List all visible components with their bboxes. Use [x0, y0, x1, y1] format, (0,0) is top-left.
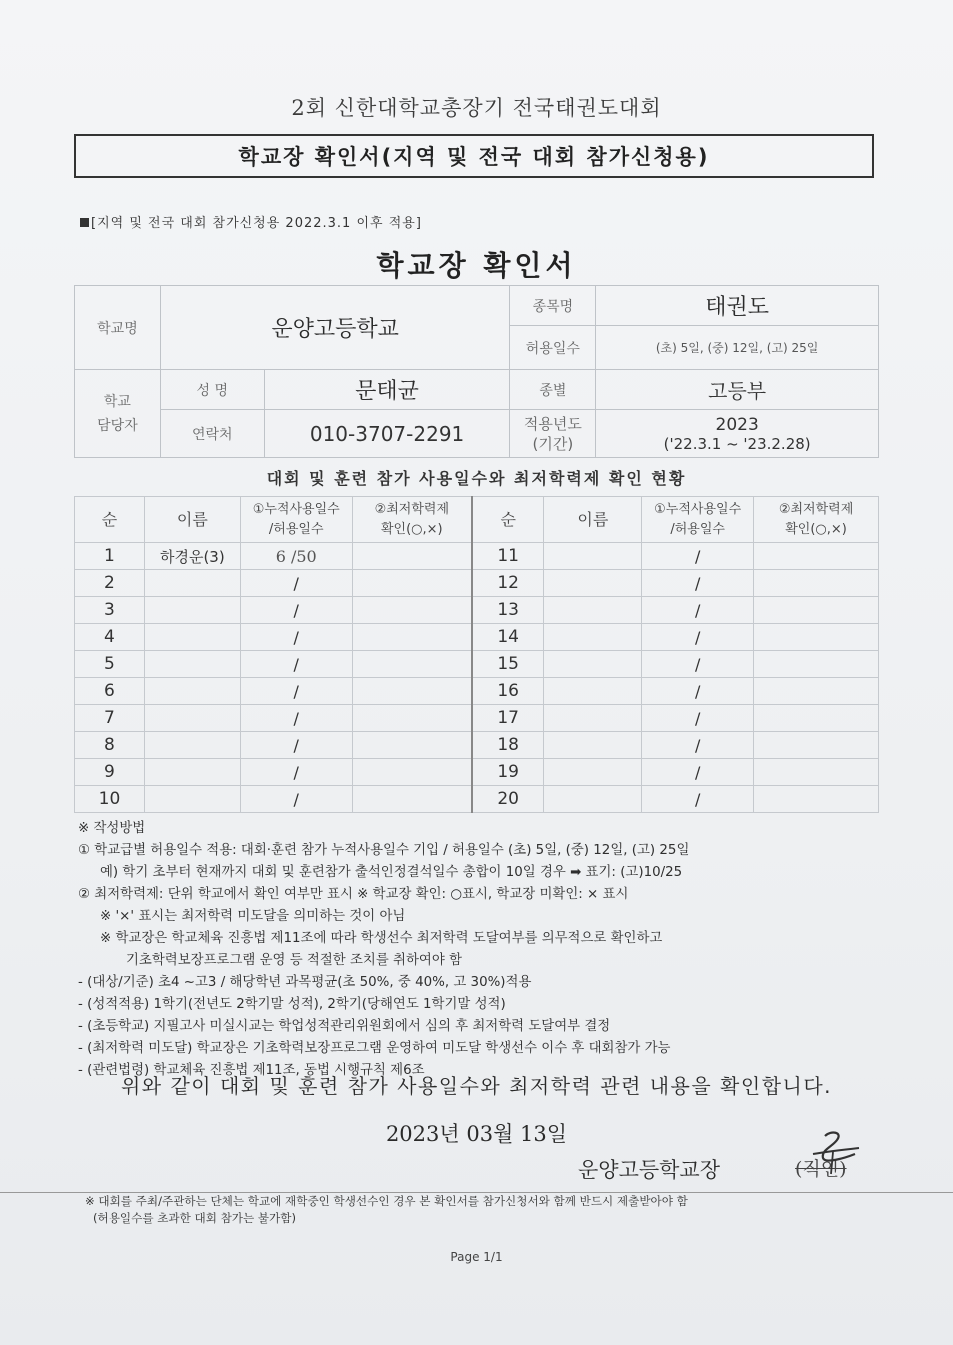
- used-days: /: [240, 570, 352, 597]
- grade-check: [352, 759, 472, 786]
- signature-icon: [785, 1124, 875, 1184]
- row-number: 17: [472, 705, 544, 732]
- athlete-name: [144, 651, 240, 678]
- athlete-name: [144, 759, 240, 786]
- grade-check: [754, 732, 879, 759]
- athlete-name: [144, 786, 240, 813]
- grade-check: [352, 624, 472, 651]
- grade-check: [352, 786, 472, 813]
- confirm-statement: 위와 같이 대회 및 훈련 참가 사용일수와 최저학력 관련 내용을 확인합니다.: [120, 1074, 833, 1098]
- document-title: 학교장 확인서(지역 및 전국 대회 참가신청용): [74, 134, 874, 178]
- used-days: /: [240, 624, 352, 651]
- grade-check: [754, 624, 879, 651]
- used-days: /: [642, 570, 754, 597]
- athlete-name: [144, 732, 240, 759]
- method-line: - (초등학교) 지필고사 미실시교는 학업성적관리위원회에서 심의 후 최저학력 도달여부 결정: [78, 1019, 611, 1034]
- row-number: 11: [472, 543, 544, 570]
- school-info-table: [74, 285, 879, 458]
- used-days: /: [642, 651, 754, 678]
- athlete-name: [144, 678, 240, 705]
- school-name: 운양고등학교: [160, 286, 510, 370]
- days-table: [74, 496, 879, 813]
- row-number: 7: [75, 705, 145, 732]
- apply-note-text: [지역 및 전국 대회 참가신청용 2022.3.1 이후 적용]: [91, 216, 422, 231]
- year-value: 2023: [715, 414, 759, 435]
- method-line: ※ '×' 표시는 최저학력 미도달을 의미하는 것이 아님: [100, 909, 406, 924]
- row-number: 10: [75, 786, 145, 813]
- athlete-name: 하경운(3): [144, 543, 240, 570]
- grade-check: [352, 543, 472, 570]
- days-table-body: [75, 543, 879, 813]
- athlete-name: [544, 624, 642, 651]
- col-name-left: 이름: [144, 497, 240, 543]
- used-days: /: [642, 678, 754, 705]
- athlete-name: [544, 543, 642, 570]
- grade-check: [352, 597, 472, 624]
- method-line: 예) 학기 초부터 현재까지 대회 및 훈련참가 출석인정결석일수 총합이 10일 경우 ➡ 표기: (고)10/25: [100, 865, 683, 880]
- used-days: /: [642, 786, 754, 813]
- athlete-name: [544, 678, 642, 705]
- used-days: 6 /50: [240, 543, 352, 570]
- phone-value: 010-3707-2291: [264, 410, 510, 458]
- grade-check: [754, 543, 879, 570]
- table-row: [75, 732, 879, 759]
- grade-check: [754, 651, 879, 678]
- used-days: /: [642, 732, 754, 759]
- used-days: /: [642, 597, 754, 624]
- col-check-left: ②최저학력제 확인(○,×): [352, 497, 472, 543]
- method-line: - (대상/기준) 초4 ~고3 / 해당학년 과목평균(초 50%, 중 40%, 고 30%)적용: [78, 975, 532, 990]
- table-row: [75, 651, 879, 678]
- used-days: /: [240, 597, 352, 624]
- division-value: 고등부: [596, 370, 879, 410]
- grade-check: [352, 570, 472, 597]
- row-number: 3: [75, 597, 145, 624]
- phone-label: 연락처: [160, 410, 264, 458]
- used-days: /: [240, 705, 352, 732]
- athlete-name: [144, 597, 240, 624]
- allowed-days-label: 허용일수: [510, 326, 596, 370]
- main-title: 학교장 확인서: [376, 249, 577, 282]
- used-days: /: [240, 732, 352, 759]
- footnote-line: ※ 대회를 주최/주관하는 단체는 학교에 재학중인 학생선수인 경우 본 확인서를 참가신청서와 함께 반드시 제출받아야 함: [85, 1194, 688, 1208]
- method-line: ① 학교급별 허용일수 적용: 대회·훈련 참가 누적사용일수 기입 / 허용일수 (초) 5일, (중) 12일, (고) 25일: [78, 843, 690, 858]
- method-line: 기초학력보장프로그램 운영 등 적절한 조치를 취하여야 함: [126, 953, 462, 968]
- issue-date: 2023년 03월 13일: [385, 1122, 568, 1146]
- athlete-name: [544, 651, 642, 678]
- grade-check: [352, 651, 472, 678]
- grade-check: [754, 759, 879, 786]
- school-label: 학교명: [75, 286, 161, 370]
- athlete-name: [144, 705, 240, 732]
- seal-mark: (직인): [795, 1158, 847, 1180]
- grade-check: [352, 678, 472, 705]
- used-days: /: [240, 759, 352, 786]
- period-value: ('22.3.1 ~ '23.2.28): [663, 434, 811, 453]
- name-label: 성 명: [160, 370, 264, 410]
- table-row: [75, 678, 879, 705]
- used-days: /: [642, 705, 754, 732]
- method-line: ② 최저학력제: 단위 학교에서 확인 여부만 표시 ※ 학교장 확인: ○표시, 학교장 미확인: × 표시: [78, 887, 629, 902]
- page-number: Page 1/1: [450, 1250, 503, 1264]
- athlete-name: [544, 597, 642, 624]
- used-days: /: [642, 543, 754, 570]
- col-name-right: 이름: [544, 497, 642, 543]
- grade-check: [754, 786, 879, 813]
- grade-check: [754, 597, 879, 624]
- row-number: 2: [75, 570, 145, 597]
- athlete-name: [144, 570, 240, 597]
- row-number: 16: [472, 678, 544, 705]
- used-days: /: [240, 651, 352, 678]
- year-cell: [596, 410, 879, 458]
- grade-check: [352, 705, 472, 732]
- row-number: 12: [472, 570, 544, 597]
- footnote-line: (허용일수를 초과한 대회 참가는 불가함): [93, 1211, 296, 1225]
- col-check-right: ②최저학력제 확인(○,×): [754, 497, 879, 543]
- row-number: 8: [75, 732, 145, 759]
- row-number: 4: [75, 624, 145, 651]
- table-row: [75, 570, 879, 597]
- grade-check: [754, 705, 879, 732]
- row-number: 19: [472, 759, 544, 786]
- name-value: 문태균: [264, 370, 510, 410]
- method-heading: ※ 작성방법: [78, 821, 146, 836]
- event-label: 종목명: [510, 286, 596, 326]
- contact-label: 학교 담당자: [75, 370, 161, 458]
- writing-method: [78, 818, 878, 1082]
- division-label: 종별: [510, 370, 596, 410]
- col-days-right: ①누적사용일수 /허용일수: [642, 497, 754, 543]
- days-table-title: 대회 및 훈련 참가 사용일수와 최저학력제 확인 현황: [266, 469, 687, 488]
- square-bullet-icon: [80, 218, 89, 227]
- principal-title: 운양고등학교장: [578, 1158, 721, 1182]
- athlete-name: [544, 570, 642, 597]
- method-line: - (최저학력 미도달) 학교장은 기초학력보장프로그램 운영하여 미도달 학생선수 이수 후 대회참가 가능: [78, 1041, 671, 1056]
- row-number: 1: [75, 543, 145, 570]
- table-row: [75, 624, 879, 651]
- row-number: 13: [472, 597, 544, 624]
- used-days: /: [240, 786, 352, 813]
- row-number: 15: [472, 651, 544, 678]
- event-title: 2회 신한대학교총장기 전국태권도대회: [291, 96, 662, 120]
- row-number: 5: [75, 651, 145, 678]
- col-no-right: 순: [472, 497, 544, 543]
- apply-note: [80, 212, 422, 231]
- athlete-name: [544, 759, 642, 786]
- athlete-name: [544, 705, 642, 732]
- method-line: - (성적적용) 1학기(전년도 2학기말 성적), 2학기(당해연도 1학기말 성적): [78, 997, 506, 1012]
- used-days: /: [240, 678, 352, 705]
- row-number: 20: [472, 786, 544, 813]
- year-label: 적용년도 (기간): [510, 410, 596, 458]
- table-row: [75, 705, 879, 732]
- col-days-left: ①누적사용일수 /허용일수: [240, 497, 352, 543]
- footnote: [0, 1192, 953, 1227]
- athlete-name: [144, 624, 240, 651]
- table-row: [75, 759, 879, 786]
- col-no-left: 순: [75, 497, 145, 543]
- used-days: /: [642, 624, 754, 651]
- row-number: 18: [472, 732, 544, 759]
- grade-check: [754, 678, 879, 705]
- row-number: 6: [75, 678, 145, 705]
- athlete-name: [544, 732, 642, 759]
- used-days: /: [642, 759, 754, 786]
- athlete-name: [544, 786, 642, 813]
- allowed-days-value: (초) 5일, (중) 12일, (고) 25일: [596, 326, 879, 370]
- row-number: 14: [472, 624, 544, 651]
- method-line: ※ 학교장은 학교체육 진흥법 제11조에 따라 학생선수 최저학력 도달여부를 의무적으로 확인하고: [100, 931, 663, 946]
- grade-check: [352, 732, 472, 759]
- grade-check: [754, 570, 879, 597]
- method-line: - (관련법령) 학교체육 진흥법 제11조, 동법 시행규칙 제6조: [78, 1063, 425, 1078]
- table-row: [75, 786, 879, 813]
- row-number: 9: [75, 759, 145, 786]
- table-row: [75, 597, 879, 624]
- event-name: 태권도: [596, 286, 879, 326]
- table-row: [75, 543, 879, 570]
